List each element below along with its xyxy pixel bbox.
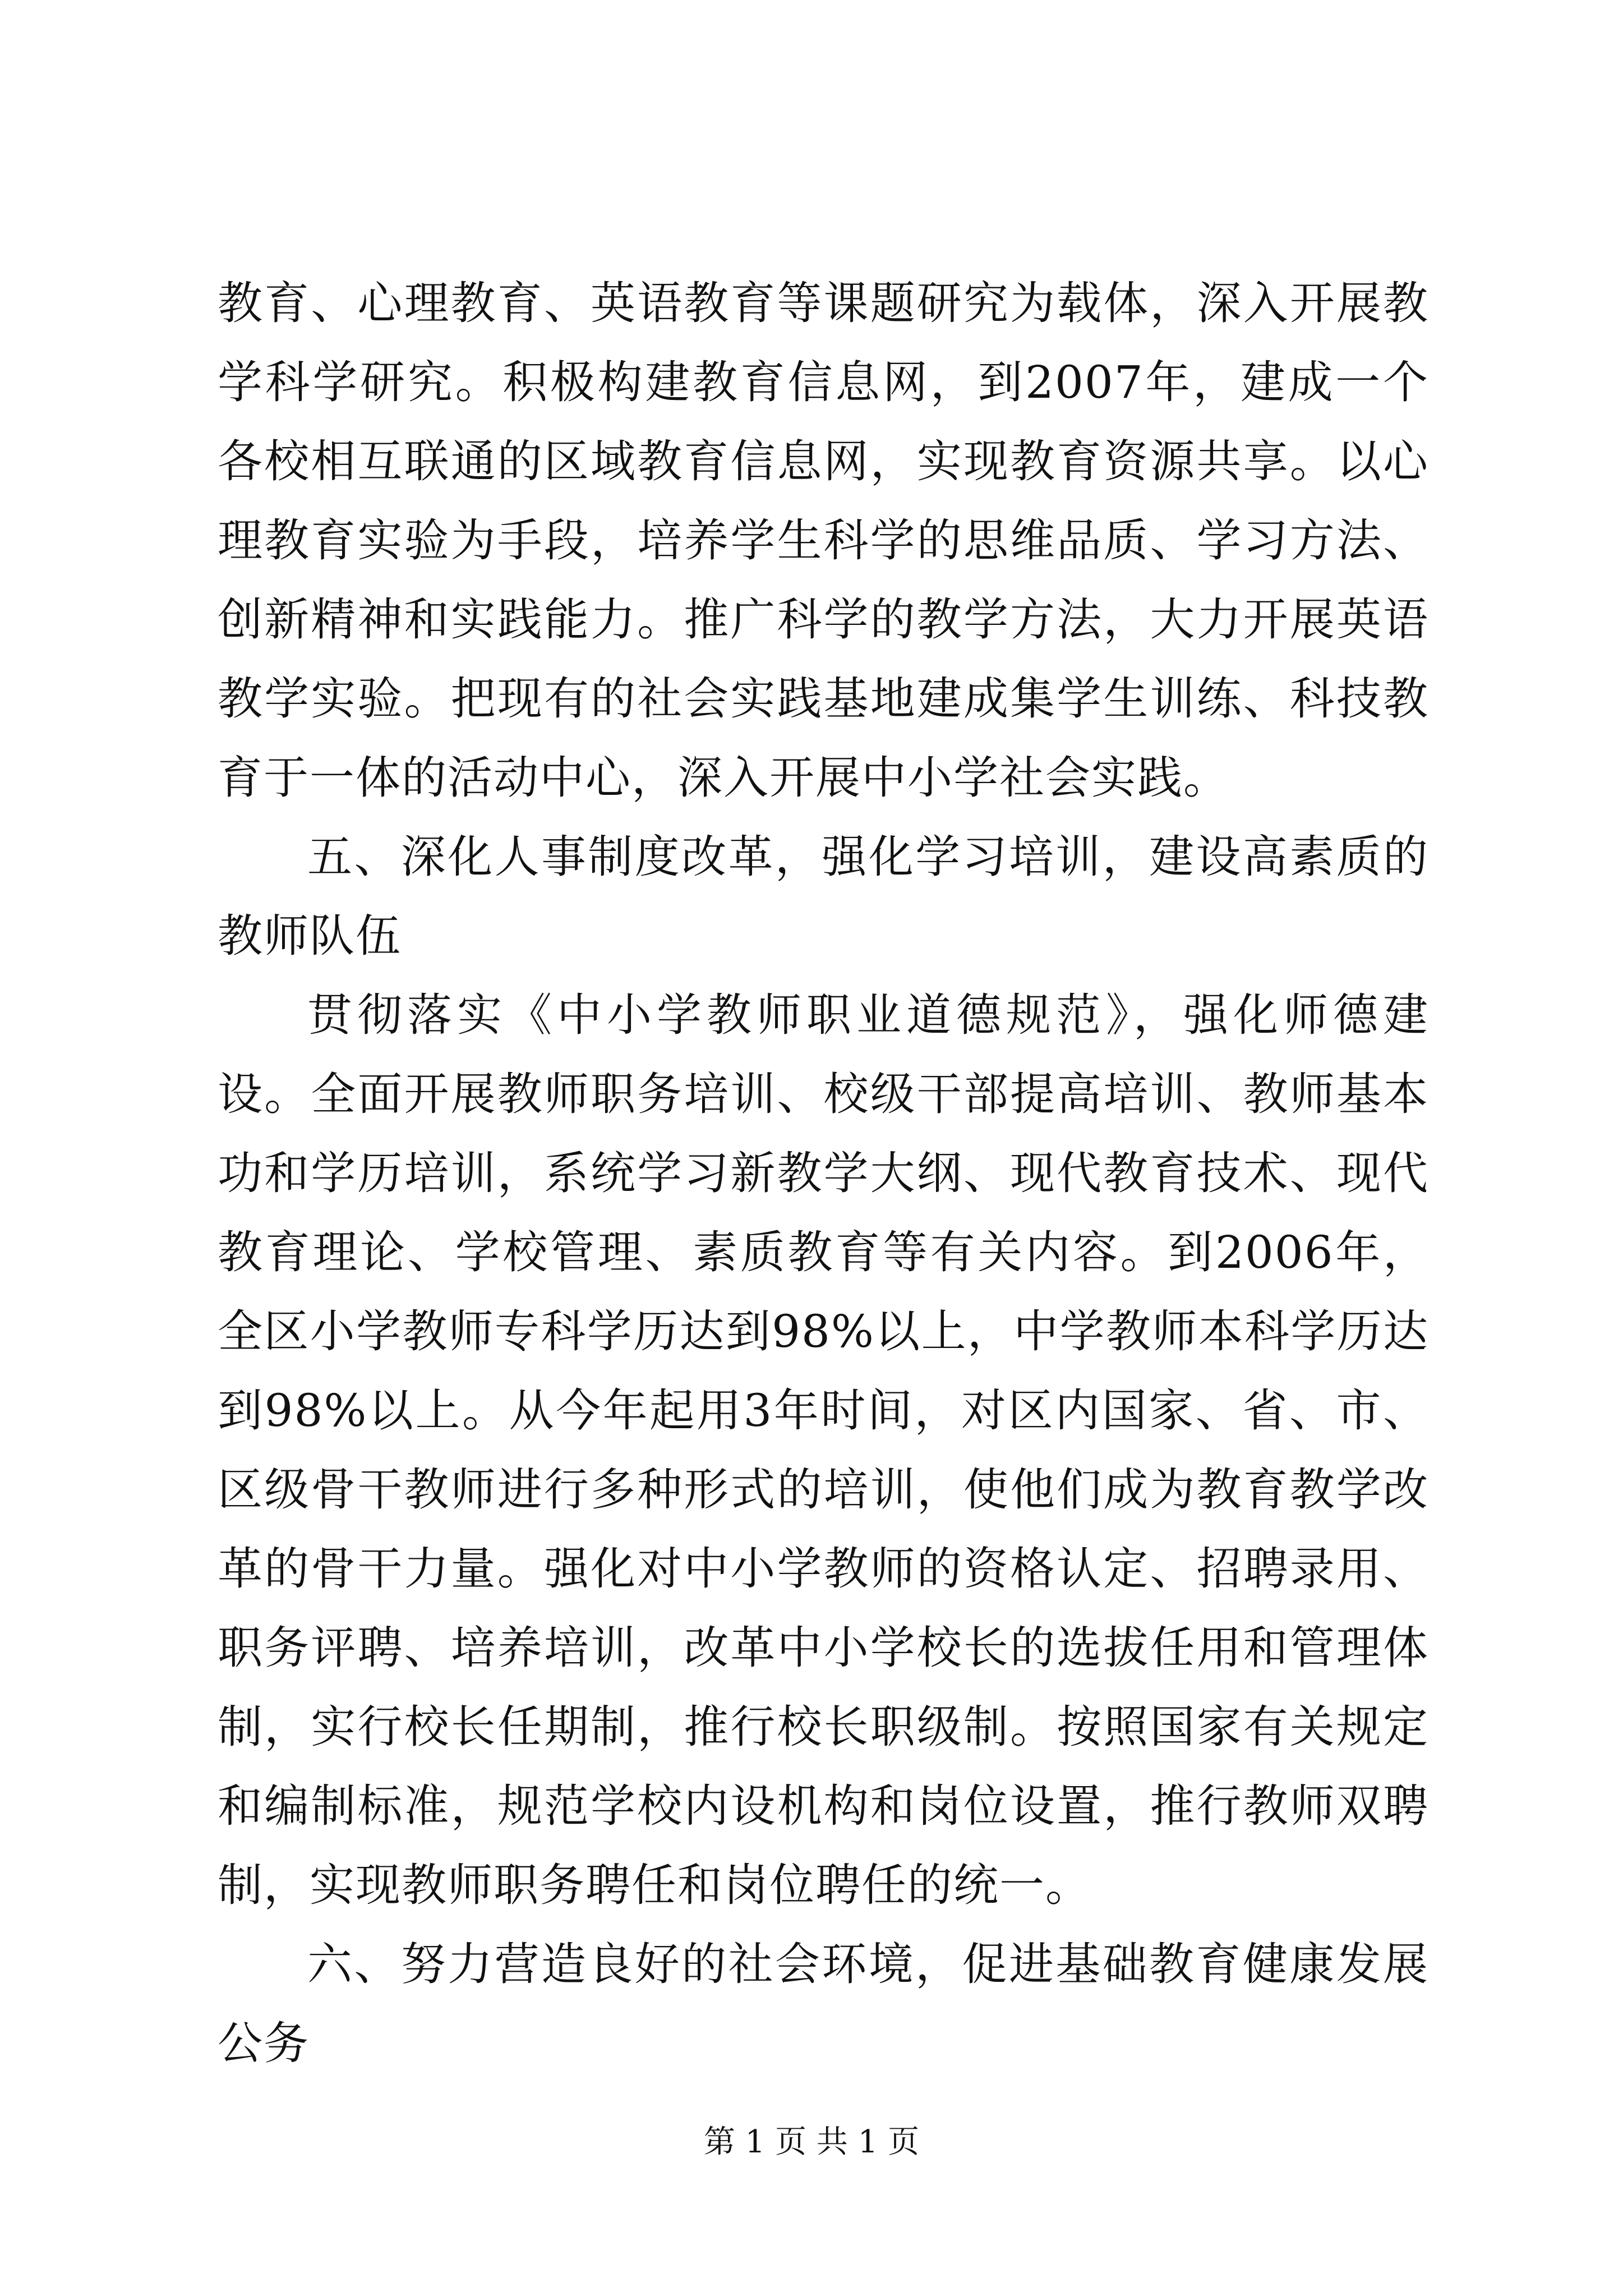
paragraph-research: 教育、心理教育、英语教育等课题研究为载体，深入开展教学科学研究。积极构建教育信息网，到2007年，建成一个各校相互联通的区域教育信息网，实现教育资源共享。以心理教育实验为手段，培养学生科学的思维品质、学习方法、创新精神和实践能力。推广科学的教学方法，大力开展英语教学实验。把现有的社会实践基地建成集学生训练、科技教育于一体的活动中心，深入开展中小学社会实践。: [218, 277, 1429, 804]
heading-section-five: 五、深化人事制度改革，强化学习培训，建设高素质的教师队伍: [218, 831, 1429, 962]
document-body: [218, 264, 1429, 2083]
paragraph-teacher-training: 贯彻落实《中小学教师职业道德规范》，强化师德建设。全面开展教师职务培训、校级干部提高培训、教师基本功和学历培训，系统学习新教学大纲、现代教育技术、现代教育理论、学校管理、素质教育等有关内容。到2006年，全区小学教师专科学历达到98%以上，中学教师本科学历达到98%以上。从今年起用3年时间，对区内国家、省、市、区级骨干教师进行多种形式的培训，使他们成为教育教学改革的骨干力量。强化对中小学教师的资格认定、招聘录用、职务评聘、培养培训，改革中小学校长的选拔任用和管理体制，实行校长任期制，推行校长职级制。按照国家有关规定和编制标准，规范学校内设机构和岗位设置，推行教师双聘制，实现教师职务聘任和岗位聘任的统一。: [218, 989, 1429, 1911]
heading-section-six: 六、努力营造良好的社会环境，促进基础教育健康发展公务: [218, 1938, 1429, 2069]
page-number-footer: 第 1 页 共 1 页: [703, 2124, 920, 2160]
